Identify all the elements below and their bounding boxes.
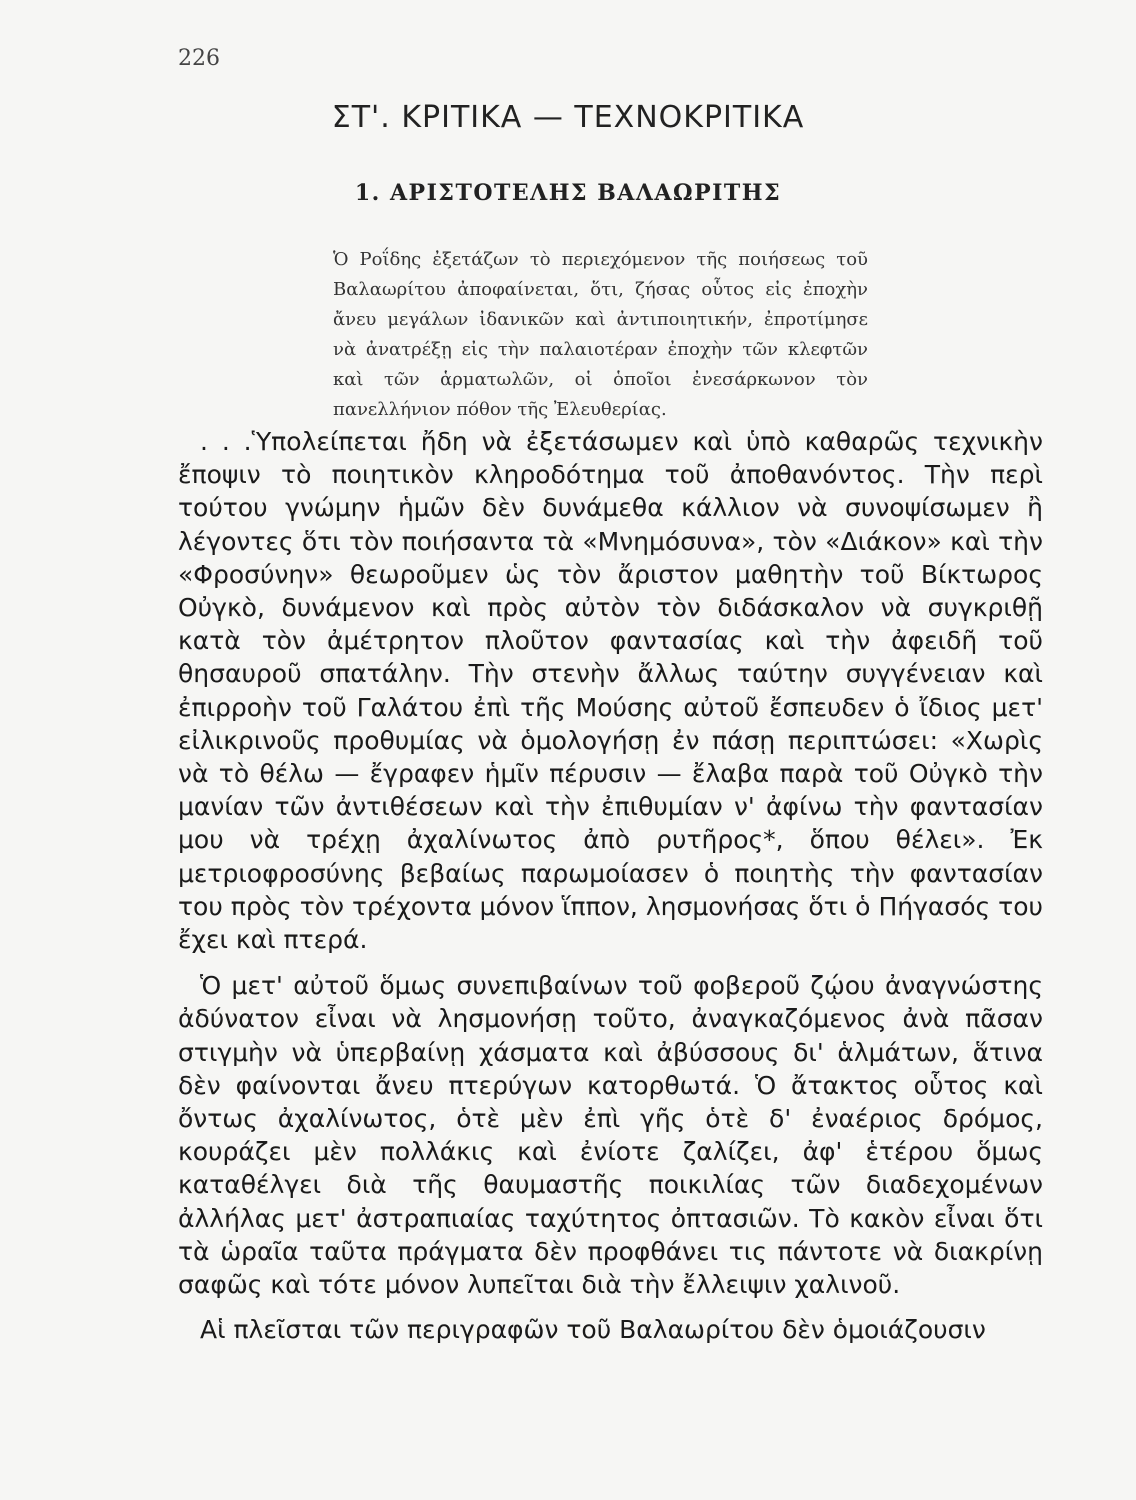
section-title: 1. ΑΡΙΣΤΟΤΕΛΗΣ ΒΑΛΑΩΡΙΤΗΣ [354, 180, 782, 206]
body-paragraph-3: Αἱ πλεῖσται τῶν περιγραφῶν τοῦ Βαλαωρίτου δὲν ὁμοιάζουσιν [200, 1315, 986, 1345]
chapter-title: ΣΤ'. ΚΡΙΤΙΚΑ — ΤΕΧΝΟΚΡΙΤΙΚΑ [331, 100, 805, 135]
abstract-paragraph: Ὁ Ροΐδης ἐξετάζων τὸ περιεχόμενον τῆς ποιήσεως τοῦ Βαλαωρίτου ἀποφαίνεται, ὅτι, ζήσας οὗτος εἰς ἐποχὴν ἄνευ μεγάλων ἰδανικῶν καὶ ἀντιποιητικήν, ἐπροτίμησε νὰ ἀνατρέξῃ εἰς τὴν παλαιοτέραν ἐποχὴν τῶν κλεφτῶν καὶ τῶν ἁρματωλῶν, οἱ ὁποῖοι ἐνεσάρκωνον τὸν πανελλήνιον πόθον τῆς Ἐλευθερίας. [333, 249, 868, 420]
body-paragraph-1: . . .Ὑπολείπεται ἤδη νὰ ἐξετάσωμεν καὶ ὑπὸ καθαρῶς τεχνικὴν ἔποψιν τὸ ποιητικὸν κληροδότημα τοῦ ἀποθανόντος. Τὴν περὶ τούτου γνώμην ἡμῶν δὲν δυνάμεθα κάλλιον νὰ συνοψίσωμεν ἢ λέγοντες ὅτι τὸν ποιήσαντα τὰ «Μνημόσυνα», τὸν «Διάκον» καὶ τὴν «Φροσύνην» θεωροῦμεν ὡς τὸν ἄριστον μαθητὴν τοῦ Βίκτωρος Οὐγκὸ, δυνάμενον καὶ πρὸς αὐτὸν τὸν διδάσκαλον νὰ συγκριθῇ κατὰ τὸν ἀμέτρητον πλοῦτον φαντασίας καὶ τὴν ἀφειδῆ τοῦ θησαυροῦ σπατάλην. Τὴν στενὴν ἄλλως ταύτην συγγένειαν καὶ ἐπιρροὴν τοῦ Γαλάτου ἐπὶ τῆς Μούσης αὐτοῦ ἔσπευδεν ὁ ἴδιος μετ' εἰλικρινοῦς προθυμίας νὰ ὁμολογήσῃ ἐν πάσῃ περιπτώσει: «Χωρὶς νὰ τὸ θέλω — ἔγραφεν ἡμῖν πέρυσιν — ἔλαβα παρὰ τοῦ Οὐγκὸ τὴν μανίαν τῶν ἀντιθέσεων καὶ τὴν ἐπιθυμίαν ν' ἀφίνω τὴν φαντασίαν μου νὰ τρέχῃ ἀχαλίνωτος ἀπὸ ρυτῆρος*, ὅπου θέλει». Ἐκ μετριοφροσύνης βεβαίως παρωμοίασεν ὁ ποιητὴς τὴν φαντασίαν του πρὸς τὸν τρέχοντα μόνον ἵππον, λησμονήσας ὅτι ὁ Πήγασός του ἔχει καὶ πτερά. [178, 427, 1043, 955]
body-text [178, 425, 1043, 1359]
body-paragraph-2: Ὁ μετ' αὐτοῦ ὅμως συνεπιβαίνων τοῦ φοβεροῦ ζῴου ἀναγνώστης ἀδύνατον εἶναι νὰ λησμονήσῃ τοῦτο, ἀναγκαζόμενος ἀνὰ πᾶσαν στιγμὴν νὰ ὑπερβαίνῃ χάσματα καὶ ἀβύσσους δι' ἁλμάτων, ἅτινα δὲν φαίνονται ἄνευ πτερύγων κατορθωτά. Ὁ ἄτακτος οὗτος καὶ ὄντως ἀχαλίνωτος, ὁτὲ μὲν ἐπὶ γῆς ὁτὲ δ' ἐναέριος δρόμος, κουράζει μὲν πολλάκις καὶ ἐνίοτε ζαλίζει, ἀφ' ἑτέρου ὅμως καταθέλγει διὰ τῆς θαυμαστῆς ποικιλίας τῶν διαδεχομένων ἀλλήλας μετ' ἀστραπιαίας ταχύτητος ὀπτασιῶν. Τὸ κακὸν εἶναι ὅτι τὰ ὡραῖα ταῦτα πράγματα δὲν προφθάνει τις πάντοτε νὰ διακρίνῃ σαφῶς καὶ τότε μόνον λυπεῖται διὰ τὴν ἔλλειψιν χαλινοῦ. [178, 971, 1043, 1300]
page-number: 226 [178, 46, 220, 71]
